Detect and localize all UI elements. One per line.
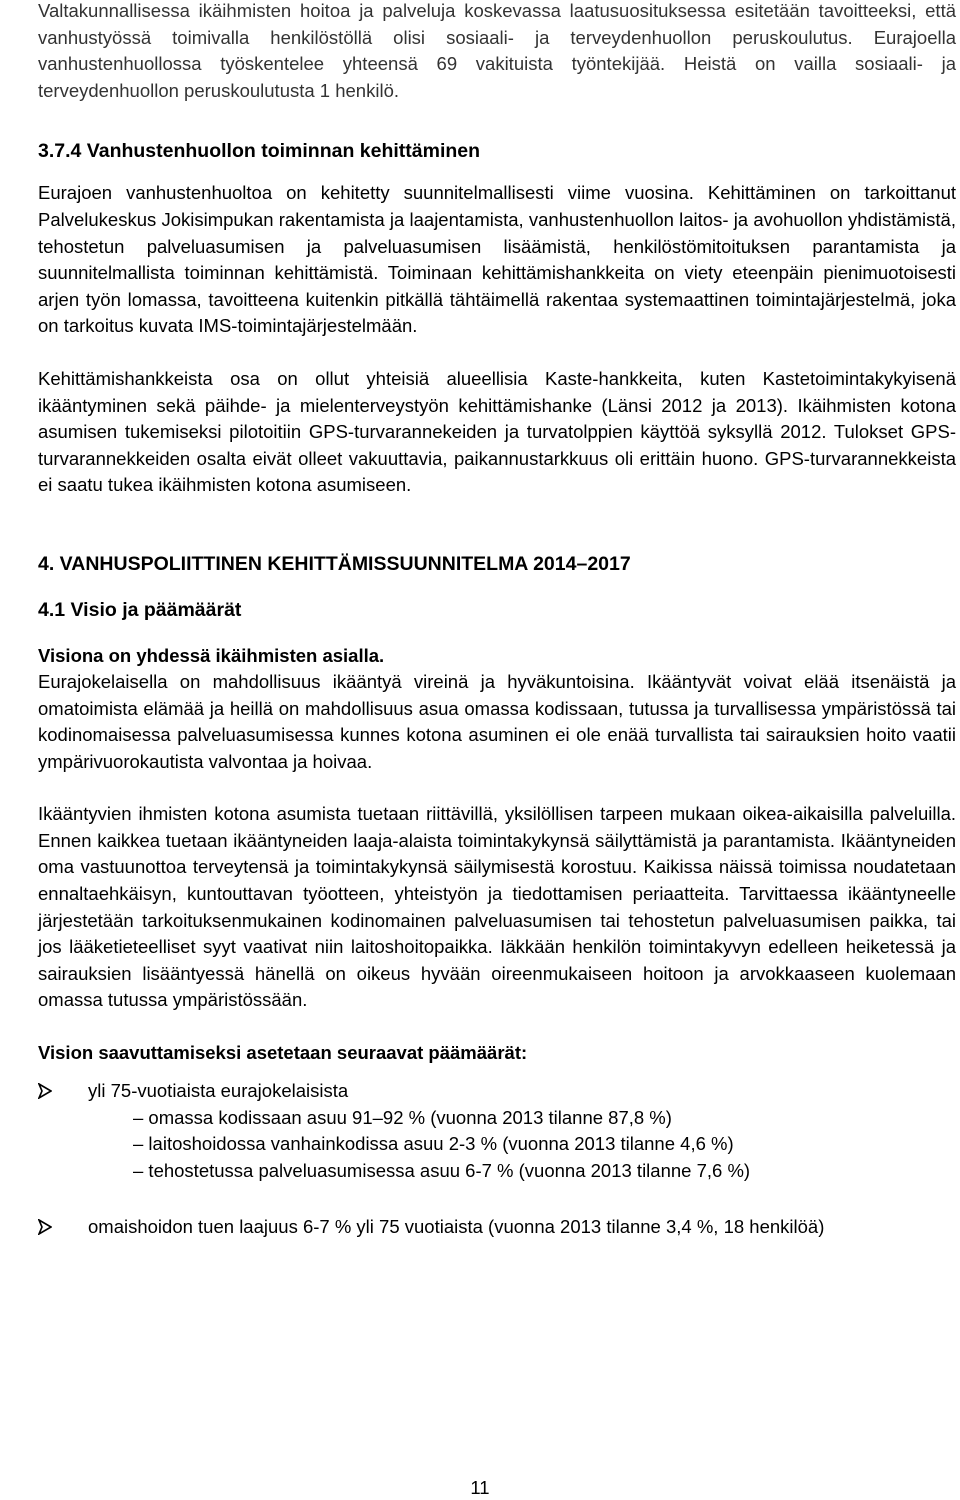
arrow-bullet-icon xyxy=(38,1083,52,1099)
chapter-heading-4: 4. VANHUSPOLIITTINEN KEHITTÄMISSUUNNITELMA 2014–2017 xyxy=(38,552,631,575)
services-paragraph: Ikääntyvien ihmisten kotona asumista tuetaan riittävillä, yksilöllisen tarpeen mukaan oikea-aikaisilla palveluilla. Ennen kaikkea tuetaan ikääntyneiden laaja-alaista toimintakykynsä säilyttämistä ja parantamista. Ikääntyneiden oma vastuunottoa terveytensä ja toimintakykynsä säilymisestä korostuu. Kaikissa näissä toimissa noudatetaan ennaltaehkäisyn, kuntouttavan työotteen, yhteistyön ja tiedottamisen periaatteita. Tarvittaessa ikääntyneelle järjestetään tarkoituksenmukainen kodinomainen palveluasumisen tai tehostetun palveluasumisen paikka, tai jos lääketieteelliset syyt vaativat niin laitoshoitopaikka. Iäkkään henkilön toimintakyvyn edelleen heiketessä ja sairauksien lisääntyessä hänellä on oikeus hyvään oireenmukaiseen hoitoon ja arvokkaaseen kuolemaan omassa tutussa ympäristössään. xyxy=(38,803,956,1011)
goal-bullet-text: yli 75-vuotiaista eurajokelaisista xyxy=(88,1080,349,1102)
goals-title: Vision saavuttamiseksi asetetaan seuraavat päämäärät: xyxy=(38,1042,528,1064)
page-number: 11 xyxy=(470,1477,490,1498)
goal-bullet-age-75 xyxy=(38,1078,956,1105)
section-paragraph-projects: Kehittämishankkeista osa on ollut yhteisiä alueellisia Kaste-hankkeita, kuten Kastetoimintakykyisenä ikääntyminen sekä päihde- ja mielenterveystyön kehittämishanke (Länsi 2012 ja 2013). Ikäihmisten kotona asumisen tukemiseksi pilotoitiin GPS-turvarannekeiden ja turvatolppien käyttöä syksyllä 2012. Tulokset GPS-turvarannekkeiden osalta eivät olleet vakuuttavia, paikannustarkkuus oli erittäin huono. GPS-turvarannekkeista ei saatu tukea ikäihmisten kotona asumiseen. xyxy=(38,367,956,496)
goal-bullet-text: omaishoidon tuen laajuus 6-7 % yli 75 vuotiaista (vuonna 2013 tilanne 3,4 %, 18 henkilöä) xyxy=(88,1216,825,1238)
document-page xyxy=(38,0,956,1241)
section-heading-4-1: 4.1 Visio ja päämäärät xyxy=(38,598,242,621)
vision-paragraph: Eurajokelaisella on mahdollisuus ikääntyä vireinä ja hyväkuntoisina. Ikääntyvät voivat elää itsenäistä ja omatoimista elämää ja heillä on mahdollisuus asua omassa kodissaan, tutussa ja turvallisessa ympäristössä tai kodinomaisessa palveluasumisessa kunnes kotona asuminen ei ole enää turvallista tai sairauksien hoito vaatii ympärivuorokautista valvontaa ja hoivaa. xyxy=(38,670,956,772)
section-paragraph-development: Eurajoen vanhustenhuoltoa on kehitetty suunnitelmallisesti viime vuosina. Kehittäminen on tarkoittanut Palvelukeskus Jokisimpukan rakentamista ja laajentamista, vanhustenhuollon laitos- ja avohuollon yhdistämistä, tehostetun palveluasumisen ja palveluasumisen lisäämistä, henkilöstömitoituksen parantamista ja suunnitelmallista toiminnan kehittämistä. Toiminaan kehittämishankkeita on viety eteenpäin pienimuotoisesti arjen työn lomassa, tavoitteena kuitenkin pitkällä tähtäimellä rakentaa systemaattinen toimintajärjestelmä, joka on tarkoitus kuvata IMS-toimintajärjestelmään. xyxy=(38,182,956,337)
arrow-bullet-icon xyxy=(38,1219,52,1235)
goal-sub-item: – tehostetussa palveluasumisessa asuu 6-7 % (vuonna 2013 tilanne 7,6 %) xyxy=(133,1159,751,1181)
goal-sub-item: – laitoshoidossa vanhainkodissa asuu 2-3 % (vuonna 2013 tilanne 4,6 %) xyxy=(133,1133,734,1155)
vision-title: Visiona on yhdessä ikäihmisten asialla. xyxy=(38,644,385,666)
goal-bullet-caregiver-support xyxy=(38,1214,956,1241)
goal-sub-item: – omassa kodissaan asuu 91–92 % (vuonna 2013 tilanne 87,8 %) xyxy=(133,1106,672,1128)
intro-paragraph: Valtakunnallisessa ikäihmisten hoitoa ja palveluja koskevassa laatusuosituksessa esitetään tavoitteeksi, että vanhustyössä toimivalla henkilöstöllä olisi sosiaali- ja terveydenhuollon peruskoulutus. Eurajoella vanhustenhuollossa työskentelee yhteensä 69 vakituista työntekijää. Heistä on vailla sosiaali- ja terveydenhuollon peruskoulutusta 1 henkilö. xyxy=(38,0,956,101)
goal-sub-list xyxy=(38,1105,956,1185)
section-heading-3-7-4: 3.7.4 Vanhustenhuollon toiminnan kehittäminen xyxy=(38,140,481,163)
